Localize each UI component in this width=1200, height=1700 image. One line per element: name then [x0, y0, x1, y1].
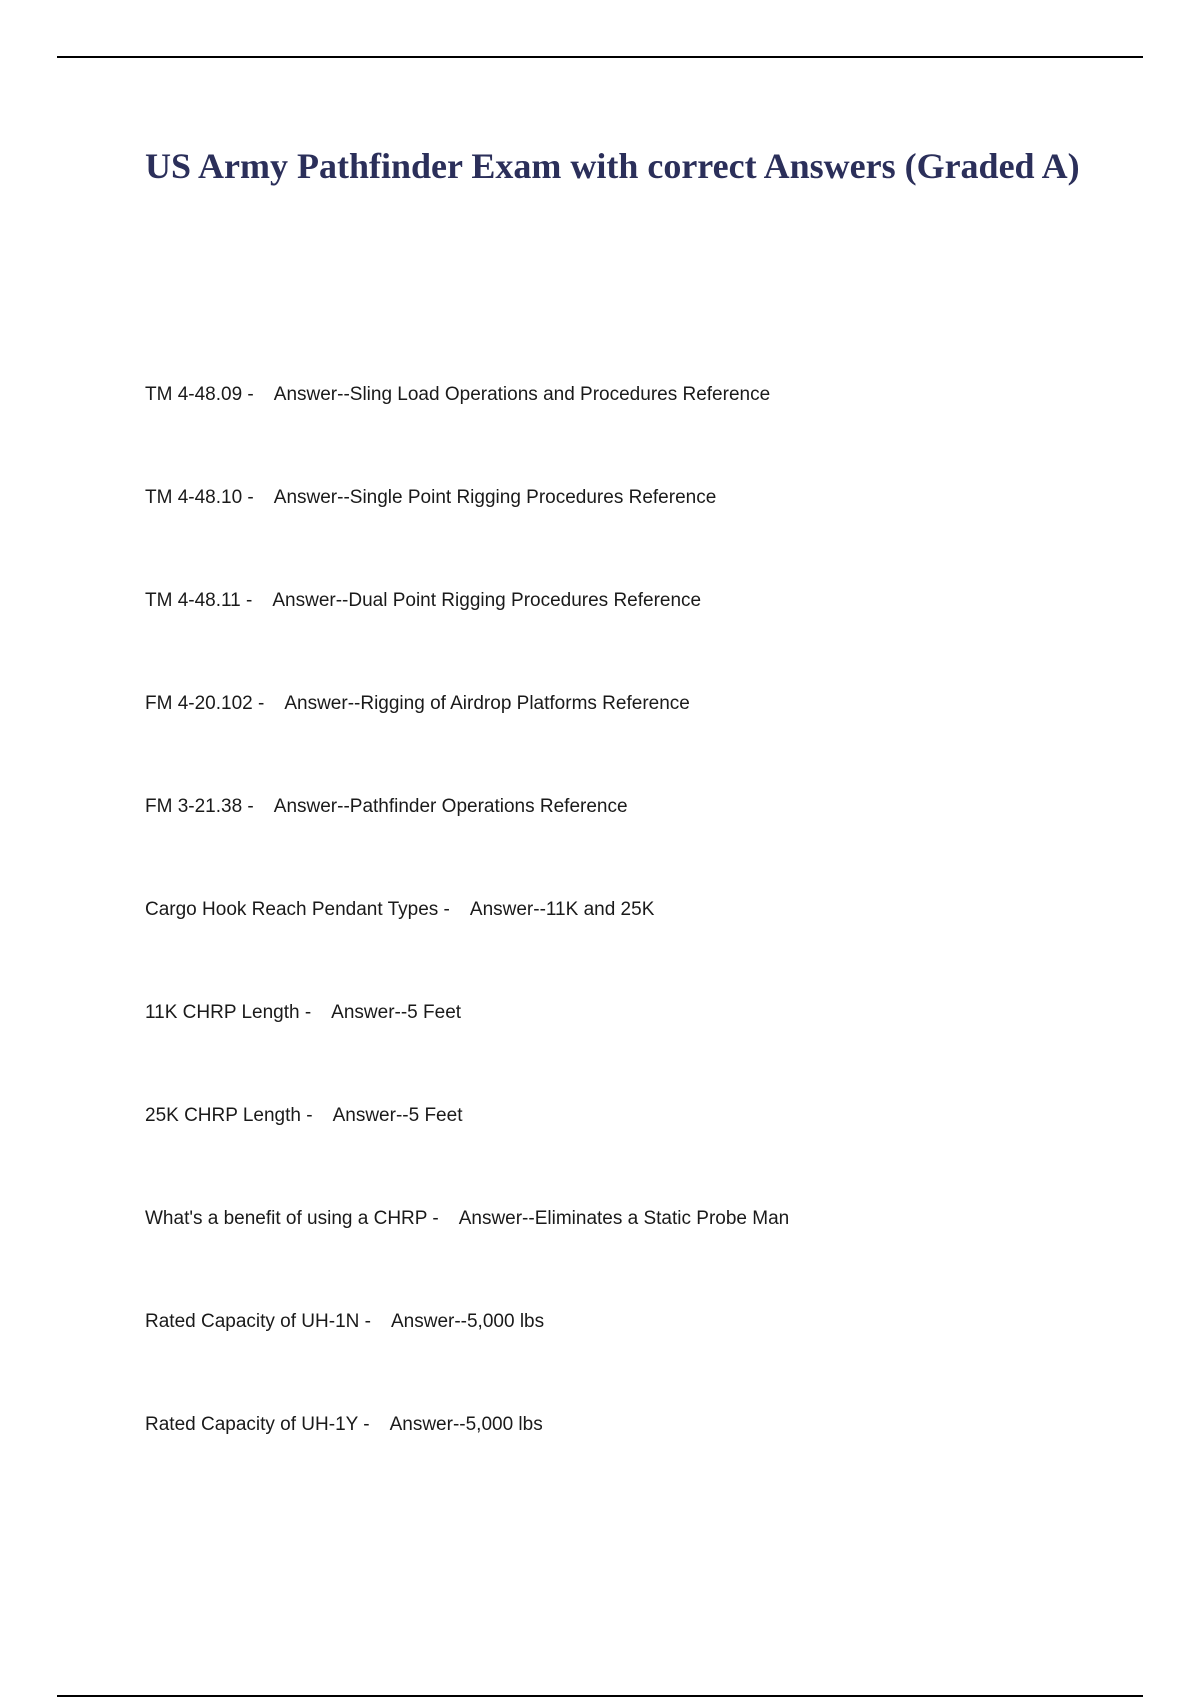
qa-answer: Answer--5,000 lbs	[390, 1311, 545, 1332]
qa-answer: Answer--5,000 lbs	[389, 1414, 543, 1435]
qa-term: TM 4-48.11 -	[145, 590, 252, 611]
qa-term: Rated Capacity of UH-1Y -	[145, 1414, 370, 1435]
qa-answer: Answer--11K and 25K	[469, 899, 655, 920]
qa-answer: Answer--5 Feet	[331, 1002, 462, 1023]
qa-item	[145, 1104, 1105, 1207]
qa-answer: Answer--Single Point Rigging Procedures Reference	[273, 487, 717, 508]
qa-term: FM 4-20.102 -	[145, 693, 264, 714]
qa-term: TM 4-48.09 -	[145, 384, 254, 405]
qa-term: Cargo Hook Reach Pendant Types -	[145, 899, 450, 920]
qa-item	[145, 795, 1105, 898]
qa-answer: Answer--Pathfinder Operations Reference	[273, 796, 628, 817]
qa-item	[145, 1207, 1105, 1310]
qa-term: Rated Capacity of UH-1N -	[145, 1311, 371, 1332]
qa-item	[145, 1413, 1105, 1516]
qa-item	[145, 898, 1105, 1001]
qa-answer: Answer--Eliminates a Static Probe Man	[458, 1208, 790, 1229]
qa-term: FM 3-21.38 -	[145, 796, 254, 817]
qa-item	[145, 1001, 1105, 1104]
document-title: US Army Pathfinder Exam with correct Answers (Graded A)	[145, 146, 1080, 186]
qa-term: 11K CHRP Length -	[145, 1002, 311, 1023]
qa-item	[145, 692, 1105, 795]
qa-term: What's a benefit of using a CHRP -	[145, 1208, 439, 1229]
qa-list	[145, 383, 1105, 1516]
qa-term: TM 4-48.10 -	[145, 487, 254, 508]
qa-item	[145, 589, 1105, 692]
qa-answer: Answer--Rigging of Airdrop Platforms Reference	[284, 693, 690, 714]
qa-answer: Answer--Dual Point Rigging Procedures Reference	[272, 590, 702, 611]
qa-item	[145, 486, 1105, 589]
qa-term: 25K CHRP Length -	[145, 1105, 313, 1126]
qa-item	[145, 383, 1105, 486]
bottom-rule	[57, 1695, 1143, 1697]
qa-item	[145, 1310, 1105, 1413]
qa-answer: Answer--Sling Load Operations and Procedures Reference	[273, 384, 771, 405]
qa-answer: Answer--5 Feet	[332, 1105, 463, 1126]
top-rule	[57, 56, 1143, 58]
